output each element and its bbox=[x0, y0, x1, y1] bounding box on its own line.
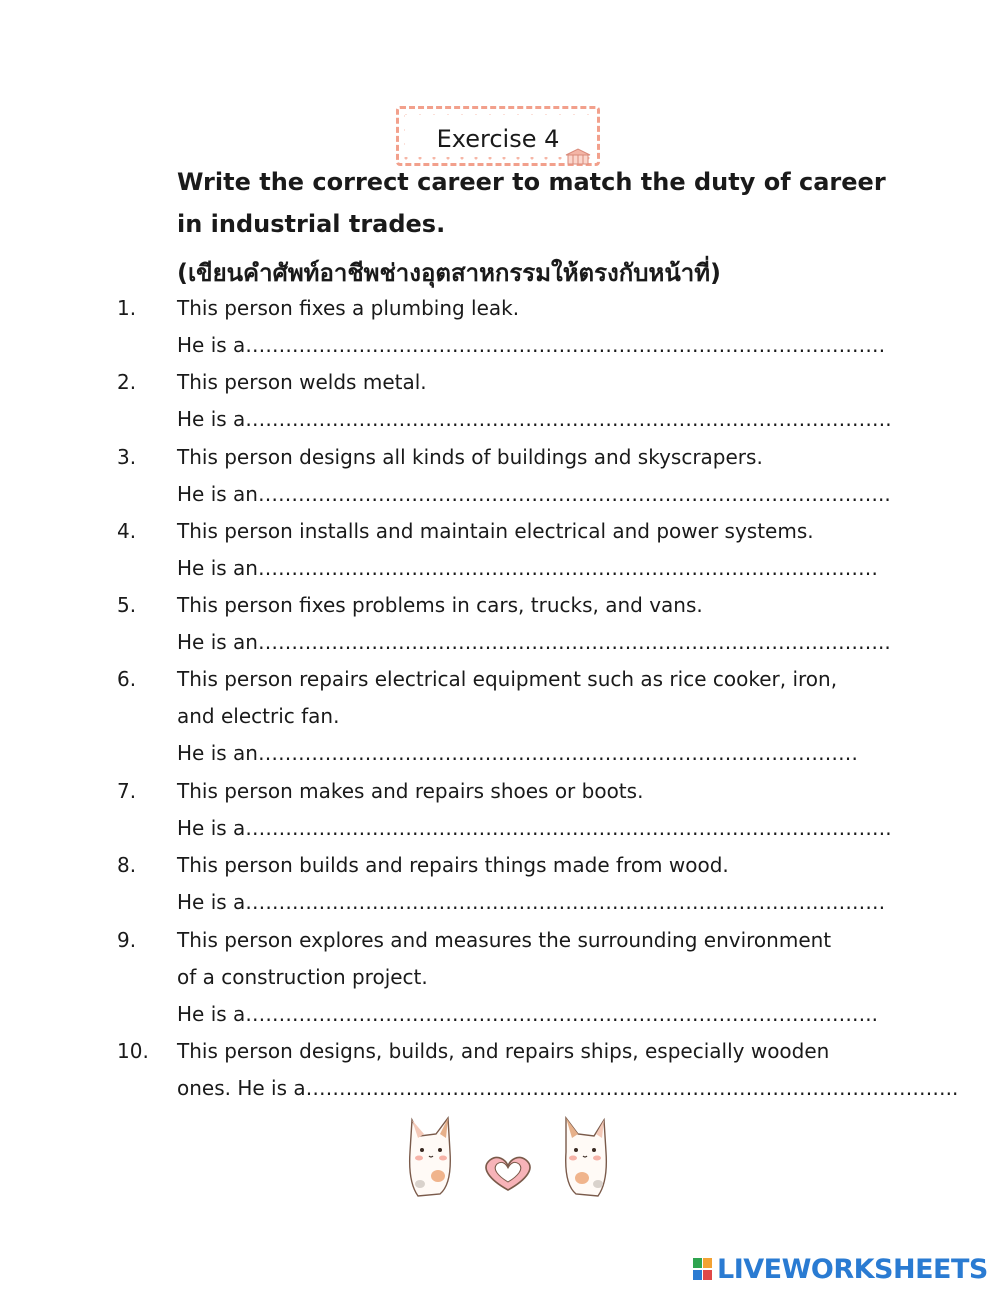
question-number: 3. bbox=[117, 445, 137, 469]
question-text: This person welds metal. bbox=[177, 370, 427, 394]
question-text-continued: and electric fan. bbox=[177, 704, 340, 728]
answer-line[interactable]: He is an………………………………………………………………………………….. bbox=[177, 630, 891, 654]
question-text: This person builds and repairs things made from wood. bbox=[177, 853, 729, 877]
cats-heart-illustration bbox=[400, 1112, 616, 1202]
question-number: 2. bbox=[117, 370, 137, 394]
question-number: 8. bbox=[117, 853, 137, 877]
instruction-line-1: Write the correct career to match the duty of career bbox=[177, 168, 886, 196]
house-icon bbox=[563, 147, 593, 165]
answer-line[interactable]: He is a……………………………………………………………………………………. bbox=[177, 407, 892, 431]
answer-line[interactable]: He is a………………………………………………………………………………….. bbox=[177, 1002, 879, 1026]
question-number: 6. bbox=[117, 667, 137, 691]
answer-line[interactable]: He is a……………………………………………………………………………………. bbox=[177, 816, 892, 840]
question-number: 9. bbox=[117, 928, 137, 952]
instruction-line-2: in industrial trades. bbox=[177, 210, 446, 238]
question-text: This person fixes a plumbing leak. bbox=[177, 296, 520, 320]
liveworksheets-logo-icon bbox=[693, 1256, 713, 1282]
right-cat-icon bbox=[566, 1118, 607, 1196]
question-number: 1. bbox=[117, 296, 137, 320]
question-text: This person explores and measures the surrounding environment bbox=[177, 928, 832, 952]
question-text: This person designs all kinds of buildings and skyscrapers. bbox=[177, 445, 763, 469]
question-number: 5. bbox=[117, 593, 137, 617]
answer-line[interactable]: He is an………………………………………………………………………………… bbox=[177, 556, 878, 580]
left-cat-icon bbox=[410, 1118, 451, 1196]
heart-icon bbox=[486, 1158, 530, 1190]
title-frame bbox=[396, 106, 600, 166]
question-text: This person fixes problems in cars, trucks, and vans. bbox=[177, 593, 703, 617]
answer-line[interactable]: He is a…………………………………………………………………………………… bbox=[177, 890, 886, 914]
instruction-thai: (เขียนคำศัพท์อาชีพช่างอุตสาหกรรมให้ตรงกับหน้าที่) bbox=[177, 259, 722, 287]
question-number: 4. bbox=[117, 519, 137, 543]
answer-line[interactable]: He is a…………………………………………………………………………………… bbox=[177, 333, 886, 357]
answer-line[interactable]: He is an……………………………………………………………………………… bbox=[177, 741, 858, 765]
answer-line[interactable]: ones. He is a…………………………………………………………………………………….. bbox=[177, 1076, 959, 1100]
question-text: This person makes and repairs shoes or boots. bbox=[177, 779, 644, 803]
question-text: This person repairs electrical equipment such as rice cooker, iron, bbox=[177, 667, 838, 691]
page-title: Exercise 4 bbox=[436, 125, 560, 153]
brand-footer bbox=[693, 1254, 988, 1284]
question-number: 10. bbox=[117, 1039, 149, 1063]
answer-line[interactable]: He is an………………………………………………………………………………….. bbox=[177, 482, 891, 506]
question-text: This person installs and maintain electrical and power systems. bbox=[177, 519, 814, 543]
question-text: This person designs, builds, and repairs ships, especially wooden bbox=[177, 1039, 830, 1063]
question-number: 7. bbox=[117, 779, 137, 803]
brand-name: LIVEWORKSHEETS bbox=[717, 1253, 988, 1285]
question-text-continued: of a construction project. bbox=[177, 965, 428, 989]
